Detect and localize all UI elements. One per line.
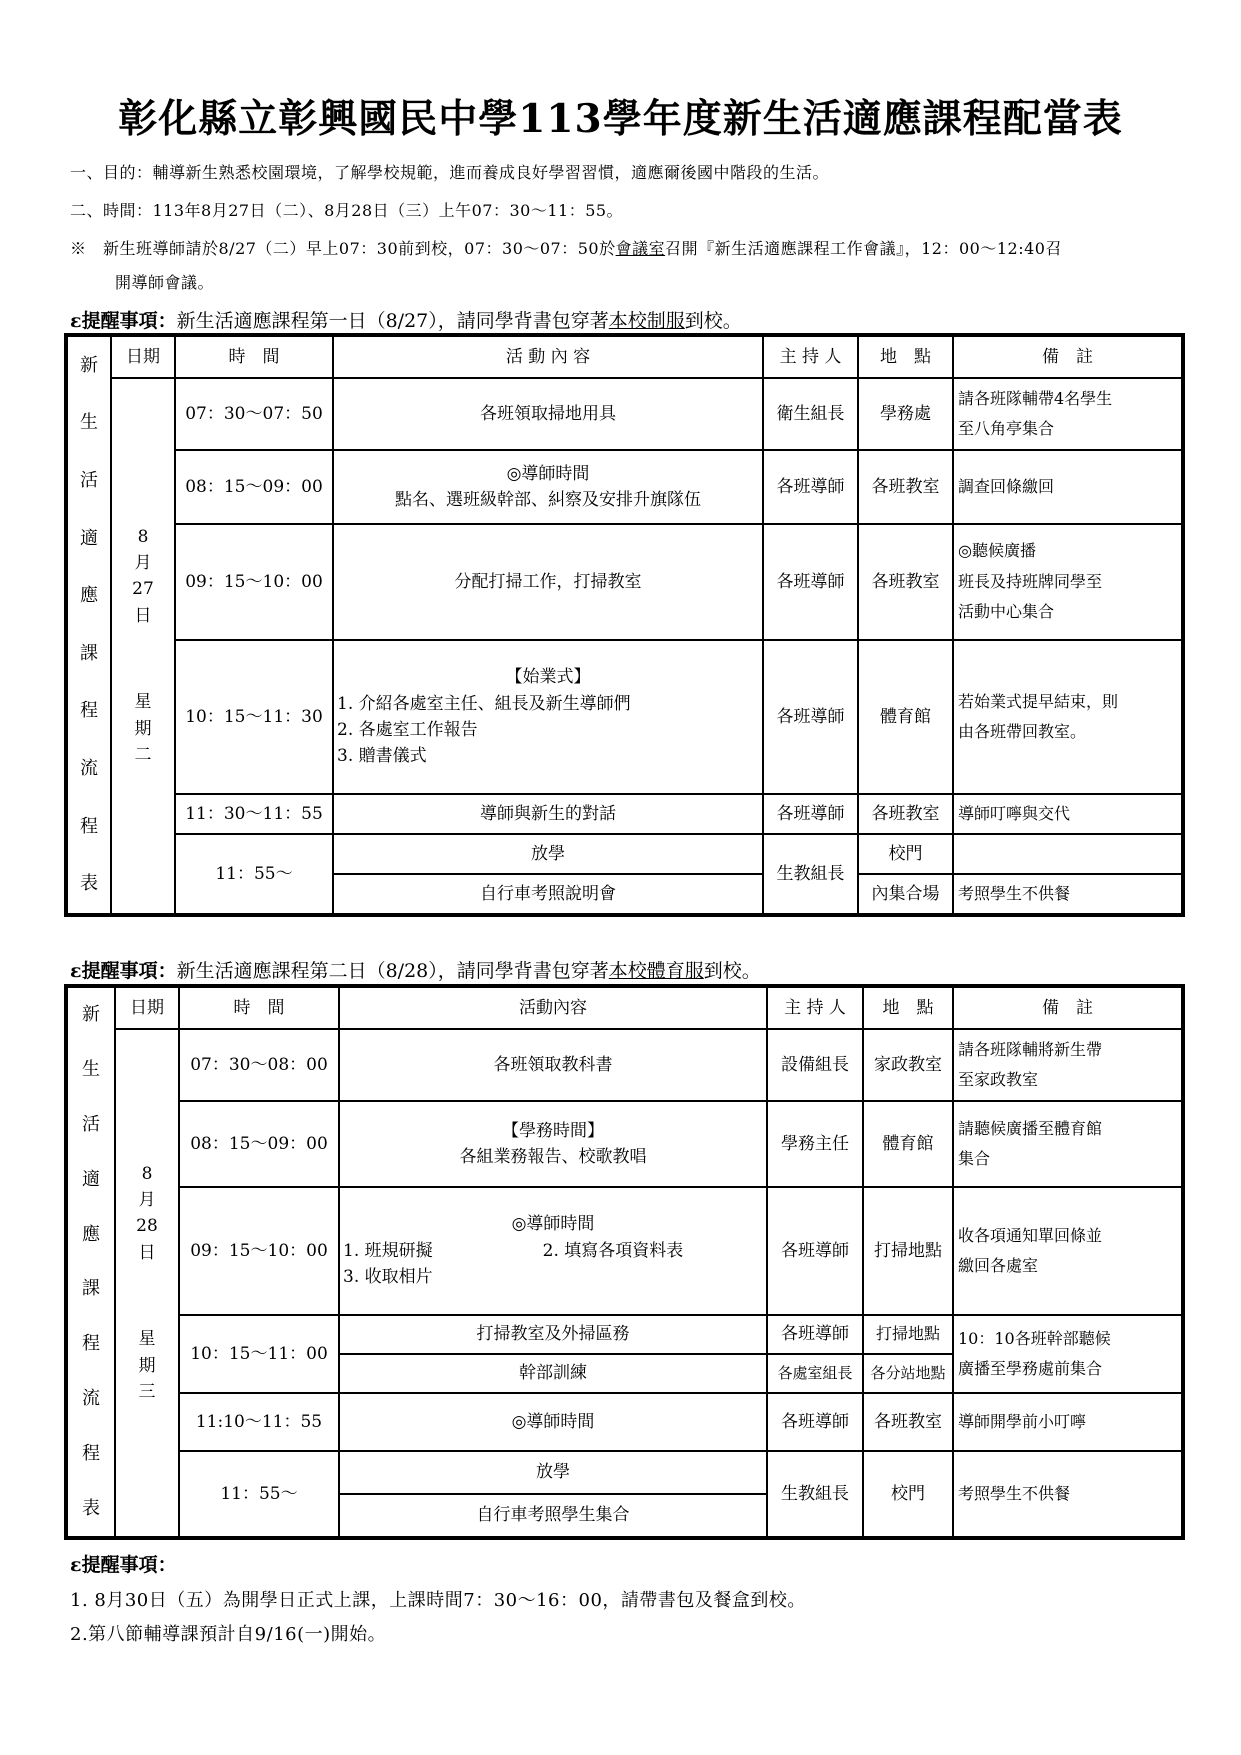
- content-cell: 放學: [339, 1451, 767, 1494]
- header-place: 地 點: [863, 987, 953, 1029]
- meeting-note-cont: 開導師會議。: [115, 273, 215, 292]
- place-cell: 體育館: [863, 1101, 953, 1187]
- time-cell: 11：55～: [175, 834, 333, 914]
- header-note: 備 註: [953, 336, 1182, 378]
- header-content: 活動內容: [339, 987, 767, 1029]
- reminder-final: ε提醒事項：: [70, 1554, 177, 1576]
- time-cell: 09：15～10：00: [179, 1187, 339, 1315]
- schedule-table-day2: [64, 984, 1185, 1540]
- content-cell: 幹部訓練: [339, 1354, 767, 1393]
- note-cell: ◎聽候廣播 班長及持班牌同學至 活動中心集合: [953, 524, 1182, 640]
- time-cell: 08：15～09：00: [179, 1101, 339, 1187]
- host-cell: 設備組長: [767, 1029, 863, 1101]
- host-cell: 各班導師: [763, 524, 858, 640]
- table-side-label: 新 生 活 適 應 課 程 流 程 表: [67, 987, 115, 1537]
- place-cell: 各班教室: [858, 524, 953, 640]
- place-cell: 各班教室: [858, 450, 953, 524]
- time-cell: 07：30～07：50: [175, 378, 333, 450]
- time-cell: 07：30～08：00: [179, 1029, 339, 1101]
- bullet-icon: ε: [70, 310, 82, 332]
- content-cell: 【始業式】 1. 介紹各處室主任、組長及新生導師們 2. 各處室工作報告 3. 贈書儀式: [333, 640, 763, 794]
- date-cell: 8 月 28 日 星 期 三: [115, 1029, 179, 1537]
- note-cell: 請各班隊輔帶4名學生 至八角亭集合: [953, 378, 1182, 450]
- place-cell: 各班教室: [863, 1393, 953, 1451]
- note-cell: 收各項通知單回條並 繳回各處室: [953, 1187, 1182, 1315]
- host-cell: 各班導師: [763, 794, 858, 834]
- content-cell: 放學: [333, 834, 763, 874]
- note-cell: 10：10各班幹部聽候 廣播至學務處前集合: [953, 1315, 1182, 1393]
- meeting-note: ※ 新生班導師請於8/27（二）早上07：30前到校，07：30～07：50於會議室召開『新生活適應課程工作會議』，12：00～12:40召: [70, 239, 1062, 258]
- header-host: 主 持 人: [767, 987, 863, 1029]
- reminder-item: 1. 8月30日（五）為開學日正式上課，上課時間7：30～16：00，請帶書包及餐盒到校。: [70, 1590, 806, 1611]
- content-cell: 導師與新生的對話: [333, 794, 763, 834]
- note-cell: 導師開學前小叮嚀: [953, 1393, 1182, 1451]
- page-title: 彰化縣立彰興國民中學113學年度新生活適應課程配當表: [118, 96, 1123, 142]
- bullet-icon: ε: [70, 1554, 82, 1576]
- place-cell: 校門: [858, 834, 953, 874]
- host-cell: 生教組長: [763, 834, 858, 914]
- host-cell: 各班導師: [767, 1187, 863, 1315]
- note-cell: 若始業式提早結束，則 由各班帶回教室。: [953, 640, 1182, 794]
- content-cell: 【學務時間】 各組業務報告、校歌教唱: [339, 1101, 767, 1187]
- table-side-label: 新 生 活 適 應 課 程 流 程 表: [67, 336, 111, 914]
- time-cell: 10：15～11：30: [175, 640, 333, 794]
- header-place: 地 點: [858, 336, 953, 378]
- place-cell: 打掃地點: [863, 1315, 953, 1354]
- place-cell: 家政教室: [863, 1029, 953, 1101]
- host-cell: 各班導師: [767, 1393, 863, 1451]
- reminder-item: 2.第八節輔導課預計自9/16(一)開始。: [70, 1624, 387, 1645]
- note-cell: 導師叮嚀與交代: [953, 794, 1182, 834]
- date-cell: 8 月 27 日 星 期 二: [111, 378, 175, 914]
- header-time: 時 間: [179, 987, 339, 1029]
- header-host: 主 持 人: [763, 336, 858, 378]
- place-cell: 各分站地點: [863, 1354, 953, 1393]
- time-cell: 08：15～09：00: [175, 450, 333, 524]
- purpose-line: 一、目的：輔導新生熟悉校園環境，了解學校規範，進而養成良好學習習慣，適應爾後國中階段的生活。: [70, 163, 830, 182]
- host-cell: 各處室組長: [767, 1354, 863, 1393]
- header-time: 時 間: [175, 336, 333, 378]
- time-line: 二、時間：113年8月27日（二）、8月28日（三）上午07：30～11：55。: [70, 201, 624, 220]
- reminder-day1: ε提醒事項：新生活適應課程第一日（8/27），請同學背書包穿著本校制服到校。: [70, 310, 742, 332]
- header-note: 備 註: [953, 987, 1182, 1029]
- note-cell: 考照學生不供餐: [953, 874, 1182, 914]
- note-cell: 請聽候廣播至體育館 集合: [953, 1101, 1182, 1187]
- place-cell: 各班教室: [858, 794, 953, 834]
- content-cell: ◎導師時間 1. 班規研擬 2. 填寫各項資料表 3. 收取相片: [339, 1187, 767, 1315]
- host-cell: 各班導師: [763, 640, 858, 794]
- note-cell: 調查回條繳回: [953, 450, 1182, 524]
- content-cell: ◎導師時間: [339, 1393, 767, 1451]
- note-cell: [953, 834, 1182, 874]
- time-cell: 10：15～11：00: [179, 1315, 339, 1393]
- content-cell: 各班領取教科書: [339, 1029, 767, 1101]
- content-cell: 各班領取掃地用具: [333, 378, 763, 450]
- content-cell: ◎導師時間 點名、選班級幹部、糾察及安排升旗隊伍: [333, 450, 763, 524]
- place-cell: 打掃地點: [863, 1187, 953, 1315]
- schedule-table-day1: [64, 333, 1185, 917]
- host-cell: 各班導師: [763, 450, 858, 524]
- content-cell: 自行車考照說明會: [333, 874, 763, 914]
- time-cell: 11：30～11：55: [175, 794, 333, 834]
- time-cell: 09：15～10：00: [175, 524, 333, 640]
- place-cell: 學務處: [858, 378, 953, 450]
- place-cell: 內集合場: [858, 874, 953, 914]
- content-cell: 分配打掃工作，打掃教室: [333, 524, 763, 640]
- content-cell: 打掃教室及外掃區務: [339, 1315, 767, 1354]
- note-cell: 請各班隊輔將新生帶 至家政教室: [953, 1029, 1182, 1101]
- header-date: 日期: [115, 987, 179, 1029]
- header-content: 活 動 內 容: [333, 336, 763, 378]
- host-cell: 衛生組長: [763, 378, 858, 450]
- place-cell: 體育館: [858, 640, 953, 794]
- note-cell: 考照學生不供餐: [953, 1451, 1182, 1537]
- reminder-day2: ε提醒事項：新生活適應課程第二日（8/28），請同學背書包穿著本校體育服到校。: [70, 960, 761, 982]
- host-cell: 學務主任: [767, 1101, 863, 1187]
- host-cell: 各班導師: [767, 1315, 863, 1354]
- content-cell: 自行車考照學生集合: [339, 1494, 767, 1537]
- place-cell: 校門: [863, 1451, 953, 1537]
- bullet-icon: ε: [70, 960, 82, 982]
- time-cell: 11:10～11：55: [179, 1393, 339, 1451]
- host-cell: 生教組長: [767, 1451, 863, 1537]
- time-cell: 11：55～: [179, 1451, 339, 1537]
- header-date: 日期: [111, 336, 175, 378]
